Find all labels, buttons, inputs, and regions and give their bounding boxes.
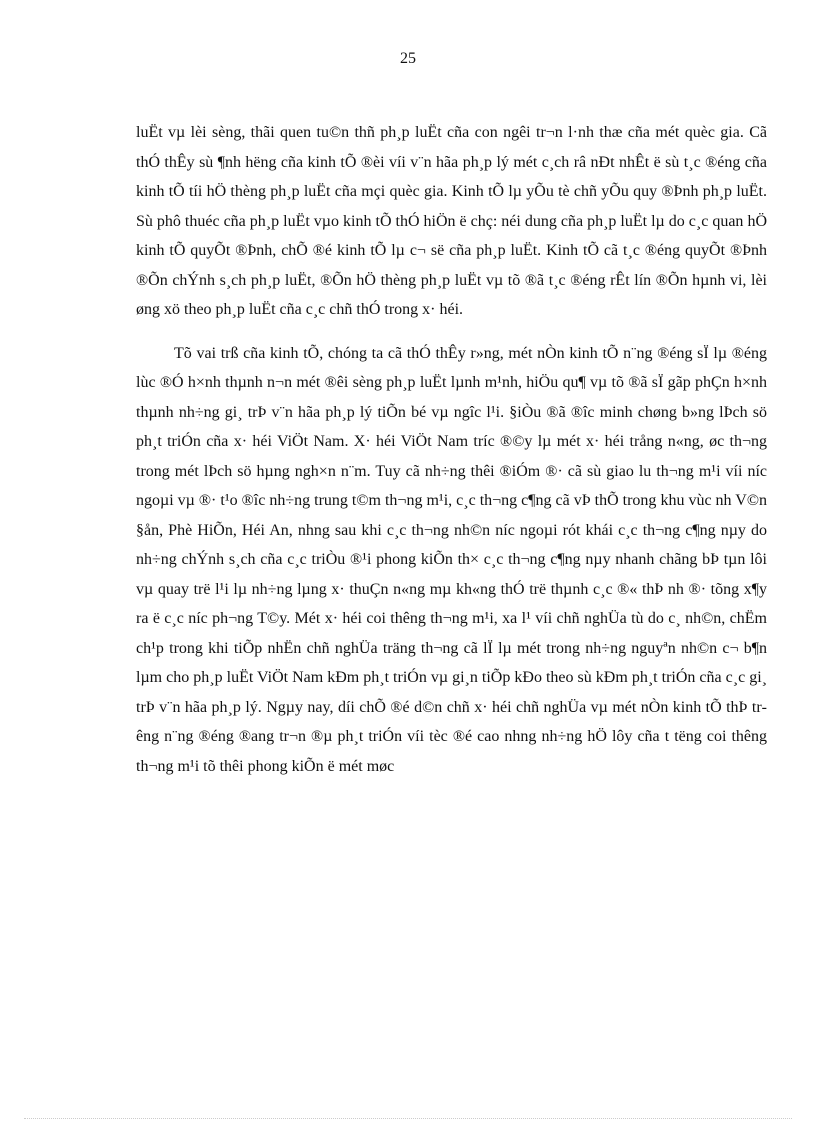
page-number: 25 <box>400 50 416 67</box>
page-body <box>136 118 767 781</box>
paragraph-1: luËt vµ lèi sèng, thãi quen tu©n thñ ph¸p luËt cña con ngêi tr¬n l·nh thæ cña mét quèc gia. Cã thÓ thÊy sù ¶nh hëng cña kinh tÕ ®èi víi v¨n hãa ph¸p lý mét c¸ch râ nÐt nhÊt ë sù t¸c ®éng cña kinh tÕ tíi hÖ thèng ph¸p luËt cña mçi quèc gia. Kinh tÕ lµ yÕu tè chñ yÕu quy ®Þnh ph¸p luËt. Sù phô thuéc cña ph¸p luËt vµo kinh tÕ thÓ hiÖn ë chç: néi dung cña ph¸p luËt lµ do c¸c quan hÖ kinh tÕ quyÕt ®Þnh, chÕ ®é kinh tÕ lµ c¬ së cña ph¸p luËt. Kinh tÕ cã t¸c ®éng quyÕt ®Þnh ®Õn chÝnh s¸ch ph¸p luËt, ®Õn hÖ thèng ph¸p luËt vµ tõ ®ã t¸c ®éng rÊt lín ®Õn hµnh vi, lèi øng xö theo ph¸p luËt cña c¸c chñ thÓ trong x· héi. <box>136 124 767 318</box>
page-bottom-border <box>24 1118 792 1119</box>
paragraph-2: Tõ vai trß cña kinh tÕ, chóng ta cã thÓ thÊy r»ng, mét nÒn kinh tÕ n¨ng ®éng sÏ lµ ®éng lùc ®Ó h×nh thµnh n¬n mét ®êi sèng ph¸p luËt lµnh m¹nh, hiÖu qu¶ vµ tõ ®ã sÏ gãp phÇn h×nh thµnh nh÷ng gi¸ trÞ v¨n hãa ph¸p lý tiÕn bé vµ ngîc l¹i. §iÒu ®ã ®îc minh chøng b»ng lÞch sö ph¸t triÓn cña x· héi ViÖt Nam. X· héi ViÖt Nam tríc ®©y lµ mét x· héi trång n«ng, øc th¬ng trong mét lÞch sö hµng ngh×n n¨m. Tuy cã nh÷ng thêi ®iÓm ®· cã sù giao lu th¬ng m¹i víi níc ngoµi vµ ®· t¹o ®îc nh÷ng trung t©m th¬ng m¹i, c¸c th¬ng c¶ng cã vÞ thÕ trong khu vùc nh V©n §ån, Phè HiÕn, Héi An, nhng sau khi c¸c th¬ng nh©n níc ngoµi rót khái c¸c th¬ng c¶ng nµy do nh÷ng chÝnh s¸ch cña c¸c triÒu ®¹i phong kiÕn th× c¸c th¬ng c¶ng nµy nhanh chãng bÞ tµn lôi vµ quay trë l¹i lµ nh÷ng lµng x· thuÇn n«ng mµ kh«ng thÓ trë thµnh c¸c ®« thÞ nh ®· tõng x¶y ra ë c¸c níc ph¬ng T©y. Mét x· héi coi thêng th¬ng m¹i, xa l¹ víi chñ nghÜa tù do c¸ nh©n, chËm ch¹p trong khi tiÕp nhËn chñ nghÜa träng th¬ng cã lÏ lµ mét trong nh÷ng nguyªn nh©n c¬ b¶n lµm cho ph¸p luËt ViÖt Nam kÐm ph¸t triÓn vµ gi¸n tiÕp kÐo theo sù kÐm ph¸t triÓn cña c¸c gi¸ trÞ v¨n hãa ph¸p lý. Ngµy nay, díi chÕ ®é d©n chñ x· héi chñ nghÜa vµ mét nÒn kinh tÕ thÞ trêng n¨ng ®éng ®ang tr¬n ®µ ph¸t triÓn víi tèc ®é cao nhng nh÷ng hÖ lôy cña t tëng coi thêng th¬ng m¹i tõ thêi phong kiÕn ë mét møc <box>136 344 767 775</box>
